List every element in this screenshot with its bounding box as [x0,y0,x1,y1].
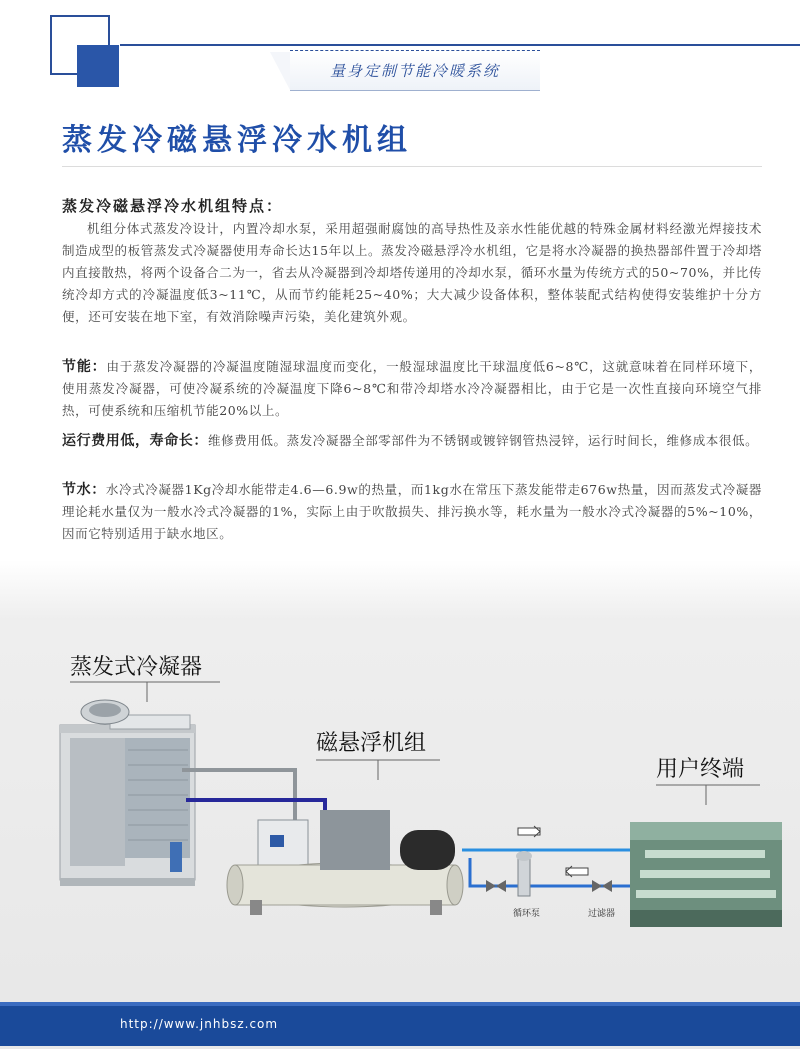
pipe-return [470,858,640,886]
system-diagram [0,630,800,1000]
terminal-label: 用户终端 [656,757,745,782]
flow-arrow-left [566,866,588,877]
logo-square [77,45,119,87]
pump-label: 循环泵 [513,909,541,919]
pump [516,851,532,896]
header-rule [120,44,800,46]
condenser-unit [60,700,195,886]
water-text: 水冷式冷凝器1Kg冷却水能带走4.6—6.9w的热量，而1kg水在常压下蒸发能带走676w热量，因而蒸发式冷凝器理论耗水量仅为一般水冷式冷凝器的1%，实际上由于吹散损失、排污换水等，耗水量为一般水冷式冷凝器的5%~10%，因而它特别适用于缺水地区。 [62,482,762,541]
cost-text: 维修费用低。蒸发冷凝器全部零部件为不锈钢或镀锌钢管热浸锌，运行时间长，维修成本很低。 [208,433,759,448]
chiller-label: 磁悬浮机组 [316,731,427,756]
valve-1 [486,880,506,892]
cost-lead: 运行费用低，寿命长： [62,433,208,449]
page-title: 蒸发冷磁悬浮冷水机组 [62,123,412,158]
chiller-unit [227,810,463,915]
water-lead: 节水： [62,482,106,498]
intro-paragraph: 机组分体式蒸发冷设计，内置冷却水泵，采用超强耐腐蚀的高导热性及亲水性能优越的特殊金属材料经激光焊接技术制造成型的板管蒸发式冷凝器使用寿命长达15年以上。蒸发冷磁悬浮冷水机组，它是将水冷凝器的换热器部件置于冷却塔内直接散热，将两个设备合二为一，省去从冷凝器到冷却塔传递用的冷却水泵，循环水量为传统方式的50~70%，并比传统冷却方式的冷凝温度低3~11℃，从而节约能耗25~40%；大大减少设备体积，整体装配式结构使得安装维护十分方便，还可安装在地下室，有效消除噪声污染，美化建筑外观。 [62,221,762,324]
condenser-label: 蒸发式冷凝器 [70,655,203,680]
features-heading: 蒸发冷磁悬浮冷水机组特点： [62,197,284,215]
filter [592,880,612,892]
footer-url-link[interactable]: http://www.jnhbsz.com [120,1017,279,1031]
energy-lead: 节能： [62,359,107,375]
energy-text: 由于蒸发冷凝器的冷凝温度随湿球温度而变化，一般湿球温度比干球温度低6~8℃，这就意味着在同样环境下，使用蒸发冷凝器，可使冷凝系统的冷凝温度下降6~8℃和带冷却塔水冷冷凝器相比，由于它是一次性直接向环境空气排热，可使系统和压缩机节能20%以上。 [62,359,762,418]
flow-arrow-right [518,826,540,837]
tagline: 量身定制节能冷暖系统 [329,62,500,80]
terminal-equipment [630,822,782,927]
diagram-graphic [0,630,800,1000]
cost-paragraph [62,430,762,452]
header-dash [290,50,540,51]
energy-paragraph [62,356,762,422]
water-paragraph [62,479,762,545]
footer-bar [0,1002,800,1046]
filter-label: 过滤器 [588,909,616,919]
title-divider [62,166,762,167]
